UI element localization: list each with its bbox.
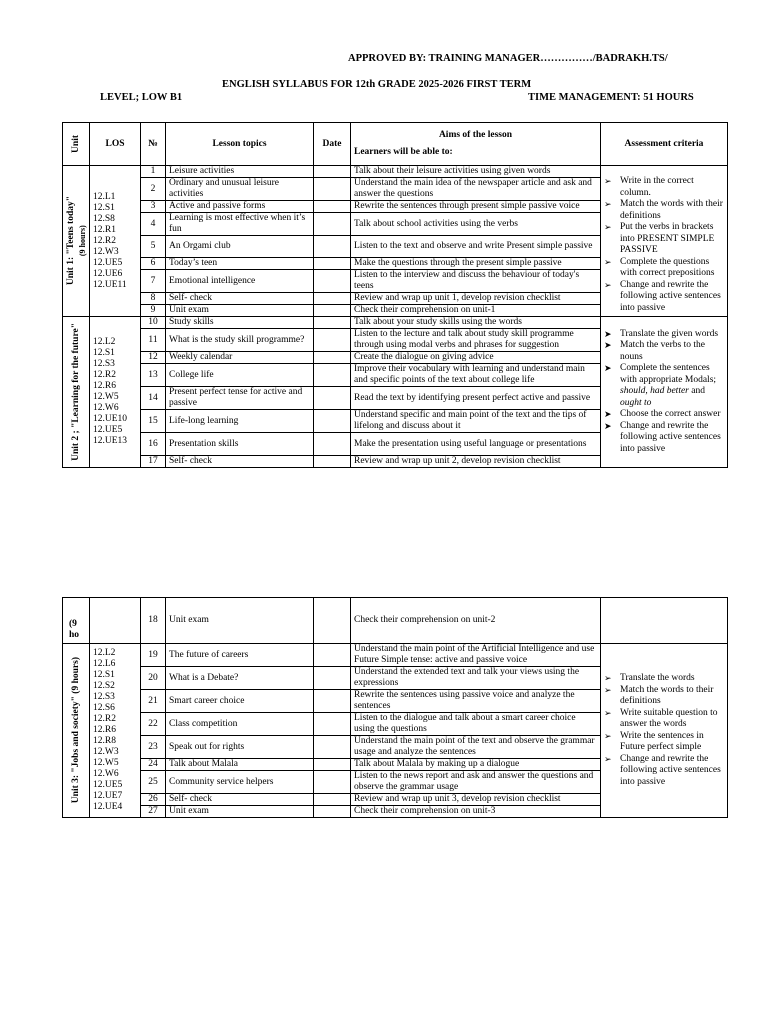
los-code: 12.UE11: [93, 279, 127, 290]
lesson-number: 5: [141, 236, 166, 258]
criteria-item: [604, 754, 724, 789]
lesson-number: 16: [141, 433, 166, 456]
unit-title: [66, 196, 89, 285]
los-cell: [90, 317, 141, 468]
date-cell: [314, 598, 351, 644]
number-header: №: [141, 123, 166, 166]
lesson-number: 27: [141, 806, 166, 818]
date-cell: [314, 713, 351, 736]
lesson-number: 20: [141, 667, 166, 690]
lesson-number: 12: [141, 352, 166, 364]
los-code: 12.R2: [93, 370, 116, 380]
date-cell: [314, 329, 351, 352]
lesson-aim: Talk about Malala by making up a dialogue: [351, 759, 601, 771]
unit-title-cell: [63, 166, 90, 317]
lesson-number: 8: [141, 293, 166, 305]
bullet-arrow-icon: ➢: [604, 684, 612, 695]
lesson-aim: Talk about their leisure activities using given words: [351, 166, 601, 178]
lesson-number: 14: [141, 387, 166, 410]
bullet-arrow-icon: ➢: [604, 707, 612, 718]
criteria-item: [604, 708, 724, 731]
criteria-item: [604, 421, 724, 456]
date-cell: [314, 759, 351, 771]
lesson-number: 2: [141, 178, 166, 201]
criteria-text: Complete the sentences with appropriate Modals;: [620, 363, 717, 385]
los-code: 12.R2: [93, 714, 116, 724]
lesson-topic: Leisure activities: [166, 166, 314, 178]
unit-title-cell: [63, 644, 90, 818]
lesson-number: 6: [141, 258, 166, 270]
lesson-number: 9: [141, 305, 166, 317]
lesson-topic: The future of careers: [166, 644, 314, 667]
los-code: 12.UE5: [93, 425, 123, 435]
date-cell: [314, 644, 351, 667]
lesson-number: 26: [141, 794, 166, 806]
criteria-list: [604, 329, 724, 456]
table-row: [63, 166, 728, 178]
table-header-row: [63, 123, 728, 166]
criteria-item: [604, 340, 724, 363]
criteria-item: [604, 363, 724, 409]
los-cell: [90, 598, 141, 644]
lesson-aim: Rewrite the sentences through present simple passive voice: [351, 201, 601, 213]
date-cell: [314, 736, 351, 759]
lesson-number: 11: [141, 329, 166, 352]
criteria-item: [604, 731, 724, 754]
bullet-arrow-icon: ➤: [604, 409, 612, 420]
bullet-arrow-icon: ➢: [604, 279, 612, 290]
unit-title-text: Unit 1: "Teens today": [66, 196, 76, 286]
date-cell: [314, 806, 351, 818]
date-header: Date: [314, 123, 351, 166]
los-code: 12.L1: [93, 191, 116, 202]
partial-unit-cell: (9 ho: [63, 598, 90, 644]
lesson-topic: An Orgami club: [166, 236, 314, 258]
lesson-topic: Speak out for rights: [166, 736, 314, 759]
los-code: 12.W6: [93, 769, 119, 779]
criteria-item: [604, 280, 724, 315]
lesson-topics-header: Lesson topics: [166, 123, 314, 166]
los-code: 12.S1: [93, 348, 115, 358]
los-code: 12.S3: [93, 359, 115, 369]
lesson-aim: Check their comprehension on unit-3: [351, 806, 601, 818]
lesson-aim: Create the dialogue on giving advice: [351, 352, 601, 364]
lesson-aim: Review and wrap up unit 3, develop revision checklist: [351, 794, 601, 806]
bullet-arrow-icon: ➢: [604, 730, 612, 741]
los-code: 12.W6: [93, 403, 119, 413]
lesson-number: 13: [141, 364, 166, 387]
los-code: 12.W3: [93, 246, 119, 257]
criteria-text: Complete the questions with correct prepositions: [620, 256, 715, 278]
date-cell: [314, 305, 351, 317]
lesson-aim: Understand the extended text and talk your views using the expressions: [351, 667, 601, 690]
unit-header: Unit: [63, 123, 90, 166]
criteria-item: [604, 409, 724, 421]
criteria-item: [604, 199, 724, 222]
table-row: [63, 644, 728, 667]
los-code: 12.W3: [93, 747, 119, 757]
lesson-aim: Talk about your study skills using the words: [351, 317, 601, 329]
los-code: 12.UE13: [93, 436, 128, 446]
date-cell: [314, 410, 351, 433]
lesson-aim: Listen to the text and observe and write Present simple passive: [351, 236, 601, 258]
lesson-topic: Study skills: [166, 317, 314, 329]
date-cell: [314, 352, 351, 364]
table-row: [63, 598, 728, 644]
bullet-arrow-icon: ➤: [604, 328, 612, 339]
lesson-topic: Active and passive forms: [166, 201, 314, 213]
los-code: 12.UE10: [93, 414, 128, 424]
aims-header: Aims of the lesson Learners will be able to:: [351, 123, 601, 166]
criteria-text: Translate the words: [620, 673, 695, 683]
bullet-arrow-icon: ➢: [604, 199, 612, 209]
los-code: 12.R2: [93, 235, 116, 246]
lesson-number: 22: [141, 713, 166, 736]
date-cell: [314, 690, 351, 713]
lesson-topic: Self- check: [166, 794, 314, 806]
los-code: 12.L2: [93, 648, 116, 658]
unit-title: Unit 2 ; "Learning for the future": [70, 323, 81, 461]
los-code: 12.S8: [93, 213, 115, 224]
criteria-text: Match the words to their definitions: [620, 684, 714, 706]
lesson-aim: Review and wrap up unit 1, develop revision checklist: [351, 293, 601, 305]
lesson-topic: Weekly calendar: [166, 352, 314, 364]
bullet-arrow-icon: ➤: [604, 420, 612, 431]
date-cell: [314, 771, 351, 794]
criteria-item: [604, 176, 724, 199]
criteria-text: Match the words with their definitions: [620, 199, 723, 221]
los-code: 12.S1: [93, 670, 115, 680]
syllabus-table-1: [62, 122, 728, 468]
bullet-arrow-icon: ➤: [604, 340, 612, 351]
unit-hours: (9 hours): [78, 225, 87, 257]
bullet-arrow-icon: ➢: [604, 753, 612, 764]
lesson-topic: Unit exam: [166, 305, 314, 317]
los-code: 12.R6: [93, 725, 116, 735]
date-cell: [314, 293, 351, 305]
los-code: 12.UE7: [93, 791, 123, 801]
assessment-cell: [601, 317, 728, 468]
lesson-number: 23: [141, 736, 166, 759]
lesson-aim: Listen to the lecture and talk about study skill programme through using modal verbs and phrases for suggestion: [351, 329, 601, 352]
criteria-item: [604, 685, 724, 708]
criteria-text: Choose the correct answer: [620, 409, 721, 420]
lesson-topic: Unit exam: [166, 806, 314, 818]
lesson-topic: Presentation skills: [166, 433, 314, 456]
date-cell: [314, 213, 351, 236]
lesson-topic: Today’s teen: [166, 258, 314, 270]
los-cell: [90, 644, 141, 818]
lesson-topic: Smart career choice: [166, 690, 314, 713]
lesson-number: 4: [141, 213, 166, 236]
criteria-conjunction: and: [688, 386, 705, 397]
date-cell: [314, 433, 351, 456]
lesson-number: 15: [141, 410, 166, 433]
criteria-text: Change and rewrite the following active sentences into passive: [620, 279, 721, 313]
lesson-topic: Ordinary and unusual leisure activities: [166, 178, 314, 201]
criteria-item: [604, 257, 724, 280]
criteria-text: Write the sentences in Future perfect simple: [620, 730, 704, 752]
date-cell: [314, 667, 351, 690]
lesson-aim: Review and wrap up unit 2, develop revision checklist: [351, 456, 601, 468]
lesson-aim: Understand the main point of the Artificial Intelligence and use Future Simple tense: active and passive voice: [351, 644, 601, 667]
los-code: 12.W5: [93, 758, 119, 768]
date-cell: [314, 166, 351, 178]
bullet-arrow-icon: ➢: [604, 256, 612, 267]
lesson-aim: Check their comprehension on unit-2: [351, 598, 601, 644]
lesson-topic: Unit exam: [166, 598, 314, 644]
date-cell: [314, 236, 351, 258]
criteria-modal-words: ought to: [620, 397, 652, 408]
criteria-text: Write suitable question to answer the words: [620, 707, 718, 729]
criteria-item: [604, 673, 724, 685]
assessment-cell: [601, 166, 728, 317]
lesson-number: 17: [141, 456, 166, 468]
criteria-text: Change and rewrite the following active sentences into passive: [620, 753, 721, 787]
los-code: 12.L6: [93, 659, 116, 669]
lesson-number: 25: [141, 771, 166, 794]
lesson-number: 18: [141, 598, 166, 644]
lesson-aim: Check their comprehension on unit-1: [351, 305, 601, 317]
lesson-topic: What is the study skill programme?: [166, 329, 314, 352]
criteria-text: Write in the correct column.: [620, 176, 694, 198]
date-cell: [314, 201, 351, 213]
los-code: 12.R1: [93, 224, 116, 235]
date-cell: [314, 270, 351, 293]
lesson-aim: Read the text by identifying present perfect active and passive: [351, 387, 601, 410]
lesson-aim: Listen to the news report and ask and answer the questions and observe the grammar usage: [351, 771, 601, 794]
lesson-topic: Present perfect tense for active and passive: [166, 387, 314, 410]
lesson-aim: Listen to the dialogue and talk about a smart career choice using the questions: [351, 713, 601, 736]
unit-title: Unit 3: "Jobs and society" (9 hours): [70, 657, 81, 804]
criteria-list: [604, 673, 724, 788]
lesson-topic: Self- check: [166, 456, 314, 468]
lesson-topic: Class competition: [166, 713, 314, 736]
assessment-cell: [601, 598, 728, 644]
lesson-number: 1: [141, 166, 166, 178]
los-code: 12.R8: [93, 736, 116, 746]
lesson-aim: Understand the main point of the text and observe the grammar usage and analyze the sentences: [351, 736, 601, 759]
lesson-aim: Understand specific and main point of the text and the tips of lifelong and discuss about it: [351, 410, 601, 433]
level-label: LEVEL; LOW B1: [100, 92, 183, 103]
date-cell: [314, 364, 351, 387]
lesson-number: 3: [141, 201, 166, 213]
los-header: LOS: [90, 123, 141, 166]
lesson-aim: Listen to the interview and discuss the behaviour of today's teens: [351, 270, 601, 293]
lesson-topic: What is a Debate?: [166, 667, 314, 690]
los-code: 12.UE6: [93, 268, 123, 279]
los-code: 12.UE5: [93, 780, 123, 790]
los-code: 12.S6: [93, 703, 115, 713]
date-cell: [314, 387, 351, 410]
criteria-modal-words: should, had better: [620, 386, 689, 397]
unit-title-cell: [63, 317, 90, 468]
criteria-text: Change and rewrite the following active sentences into passive: [620, 420, 721, 454]
approval-line: APPROVED BY: TRAINING MANAGER……………/BADRAKH.TS/: [348, 53, 668, 64]
time-management-label: TIME MANAGEMENT: 51 HOURS: [528, 92, 694, 103]
lesson-topic: Talk about Malala: [166, 759, 314, 771]
lesson-number: 19: [141, 644, 166, 667]
lesson-aim: Make the questions through the present simple passive: [351, 258, 601, 270]
lesson-number: 10: [141, 317, 166, 329]
lesson-topic: Self- check: [166, 293, 314, 305]
table-row: [63, 317, 728, 329]
bullet-arrow-icon: ➤: [604, 363, 612, 374]
date-cell: [314, 258, 351, 270]
criteria-list: [604, 176, 724, 314]
los-code: 12.UE4: [93, 802, 123, 812]
lesson-aim: Make the presentation using useful language or presentations: [351, 433, 601, 456]
lesson-topic: Emotional intelligence: [166, 270, 314, 293]
lesson-topic: Life-long learning: [166, 410, 314, 433]
syllabus-table-2: [62, 597, 728, 818]
assessment-cell: [601, 644, 728, 818]
los-cell: [90, 166, 141, 317]
criteria-text: Match the verbs to the nouns: [620, 340, 705, 362]
lesson-number: 24: [141, 759, 166, 771]
lesson-topic: College life: [166, 364, 314, 387]
los-code: 12.R6: [93, 381, 116, 391]
date-cell: [314, 456, 351, 468]
los-code: 12.L2: [93, 337, 116, 347]
date-cell: [314, 794, 351, 806]
criteria-item: [604, 222, 724, 257]
assessment-header: Assessment criteria: [601, 123, 728, 166]
lesson-aim: Talk about school activities using the verbs: [351, 213, 601, 236]
bullet-arrow-icon: ➢: [604, 176, 612, 186]
los-code: 12.S2: [93, 681, 115, 691]
syllabus-title: ENGLISH SYLLABUS FOR 12th GRADE 2025-2026 FIRST TERM: [222, 79, 532, 90]
lesson-aim: Rewrite the sentences using passive voice and analyze the sentences: [351, 690, 601, 713]
los-code: 12.UE5: [93, 257, 123, 268]
lesson-aim: Improve their vocabulary with learning and understand main and specific points of the text about college life: [351, 364, 601, 387]
criteria-text: Put the verbs in brackets into PRESENT SIMPLE PASSIVE: [620, 222, 715, 255]
criteria-item: [604, 329, 724, 341]
bullet-arrow-icon: ➢: [604, 673, 612, 683]
los-code: 12.S3: [93, 692, 115, 702]
lesson-topic: Community service helpers: [166, 771, 314, 794]
lesson-topic: Learning is most effective when it’s fun: [166, 213, 314, 236]
lesson-number: 21: [141, 690, 166, 713]
los-code: 12.S1: [93, 202, 115, 213]
lesson-number: 7: [141, 270, 166, 293]
criteria-text: Translate the given words: [620, 328, 719, 339]
date-cell: [314, 317, 351, 329]
lesson-aim: Understand the main idea of the newspaper article and ask and answer the questions: [351, 178, 601, 201]
bullet-arrow-icon: ➢: [604, 222, 612, 232]
date-cell: [314, 178, 351, 201]
los-code: 12.W5: [93, 392, 119, 402]
